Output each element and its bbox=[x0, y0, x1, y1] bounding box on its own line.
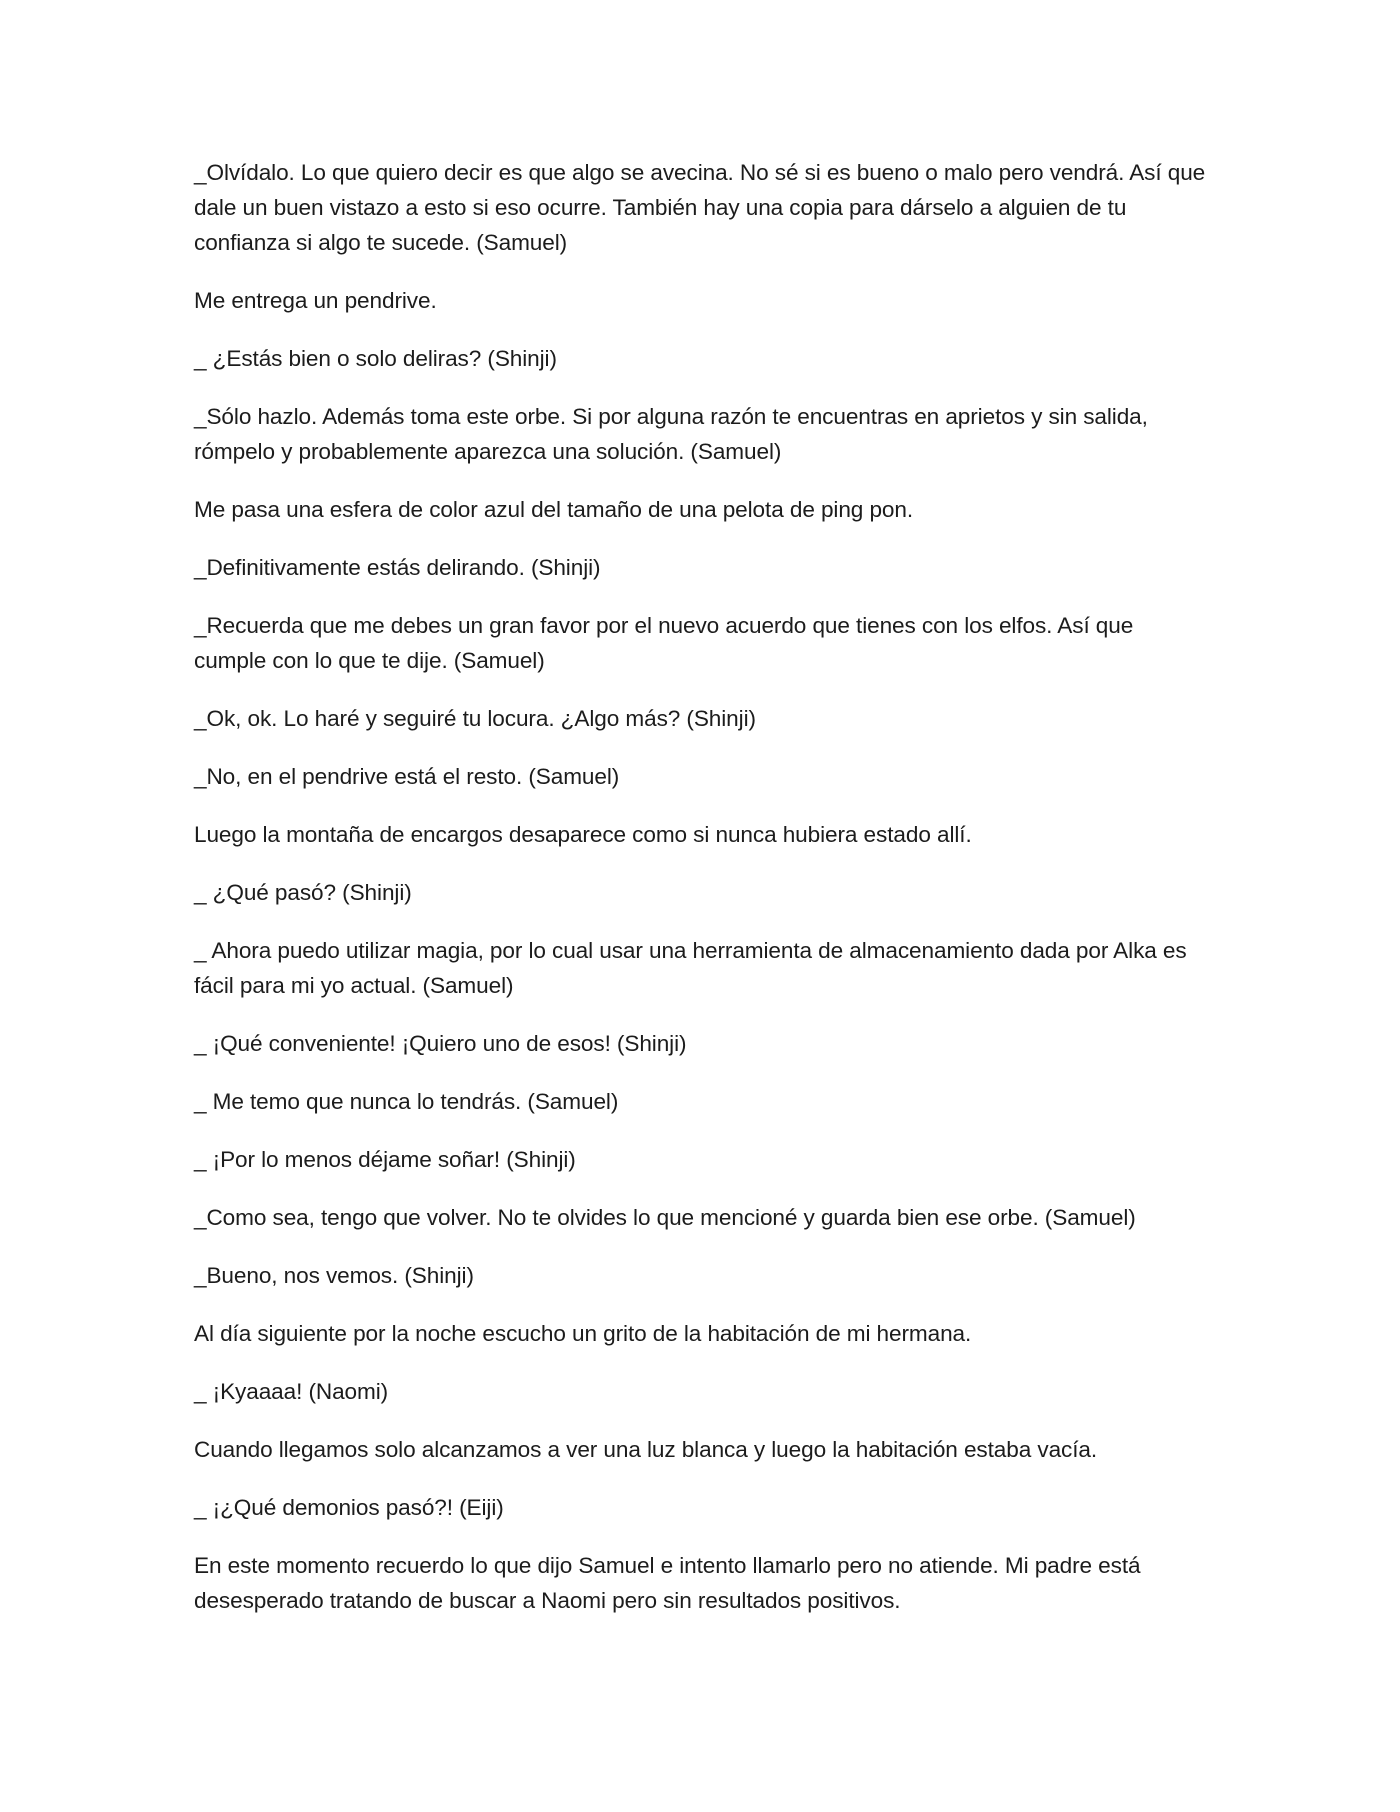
paragraph: Luego la montaña de encargos desaparece como si nunca hubiera estado allí. bbox=[194, 822, 972, 847]
paragraph: _ Me temo que nunca lo tendrás. (Samuel) bbox=[194, 1089, 619, 1114]
paragraph: _ ¡¿Qué demonios pasó?! (Eiji) bbox=[194, 1495, 504, 1520]
paragraph: Me entrega un pendrive. bbox=[194, 288, 437, 313]
paragraph: _ ¡Por lo menos déjame soñar! (Shinji) bbox=[194, 1147, 576, 1172]
paragraph: _Olvídalo. Lo que quiero decir es que algo se avecina. No sé si es bueno o malo pero vendrá. Así que dale un buen vistazo a esto si eso ocurre. También hay una copia para dárselo a alguien de tu confianza si algo te sucede. (Samuel) bbox=[194, 160, 1206, 255]
paragraph: _Recuerda que me debes un gran favor por el nuevo acuerdo que tienes con los elfos. Así que cumple con lo que te dije. (Samuel) bbox=[194, 613, 1134, 673]
paragraph: _ ¡Qué conveniente! ¡Quiero uno de esos! (Shinji) bbox=[194, 1031, 687, 1056]
paragraph: _No, en el pendrive está el resto. (Samuel) bbox=[194, 764, 620, 789]
paragraph: _ ¿Estás bien o solo deliras? (Shinji) bbox=[194, 346, 557, 371]
paragraph: Al día siguiente por la noche escucho un grito de la habitación de mi hermana. bbox=[194, 1321, 972, 1346]
paragraph: En este momento recuerdo lo que dijo Samuel e intento llamarlo pero no atiende. Mi padre está desesperado tratando de buscar a Naomi pero sin resultados positivos. bbox=[194, 1553, 1141, 1613]
document-body bbox=[194, 155, 1206, 1641]
paragraph: _Bueno, nos vemos. (Shinji) bbox=[194, 1263, 474, 1288]
paragraph: _Como sea, tengo que volver. No te olvides lo que mencioné y guarda bien ese orbe. (Samuel) bbox=[194, 1205, 1136, 1230]
paragraph: _ ¡Kyaaaa! (Naomi) bbox=[194, 1379, 389, 1404]
paragraph: _Definitivamente estás delirando. (Shinji) bbox=[194, 555, 601, 580]
paragraph: _Sólo hazlo. Además toma este orbe. Si por alguna razón te encuentras en aprietos y sin salida, rómpelo y probablemente aparezca una solución. (Samuel) bbox=[194, 404, 1148, 464]
paragraph: Cuando llegamos solo alcanzamos a ver una luz blanca y luego la habitación estaba vacía. bbox=[194, 1437, 1098, 1462]
paragraph: _ Ahora puedo utilizar magia, por lo cual usar una herramienta de almacenamiento dada por Alka es fácil para mi yo actual. (Samuel) bbox=[194, 938, 1187, 998]
paragraph: _Ok, ok. Lo haré y seguiré tu locura. ¿Algo más? (Shinji) bbox=[194, 706, 756, 731]
paragraph: _ ¿Qué pasó? (Shinji) bbox=[194, 880, 412, 905]
paragraph: Me pasa una esfera de color azul del tamaño de una pelota de ping pon. bbox=[194, 497, 914, 522]
